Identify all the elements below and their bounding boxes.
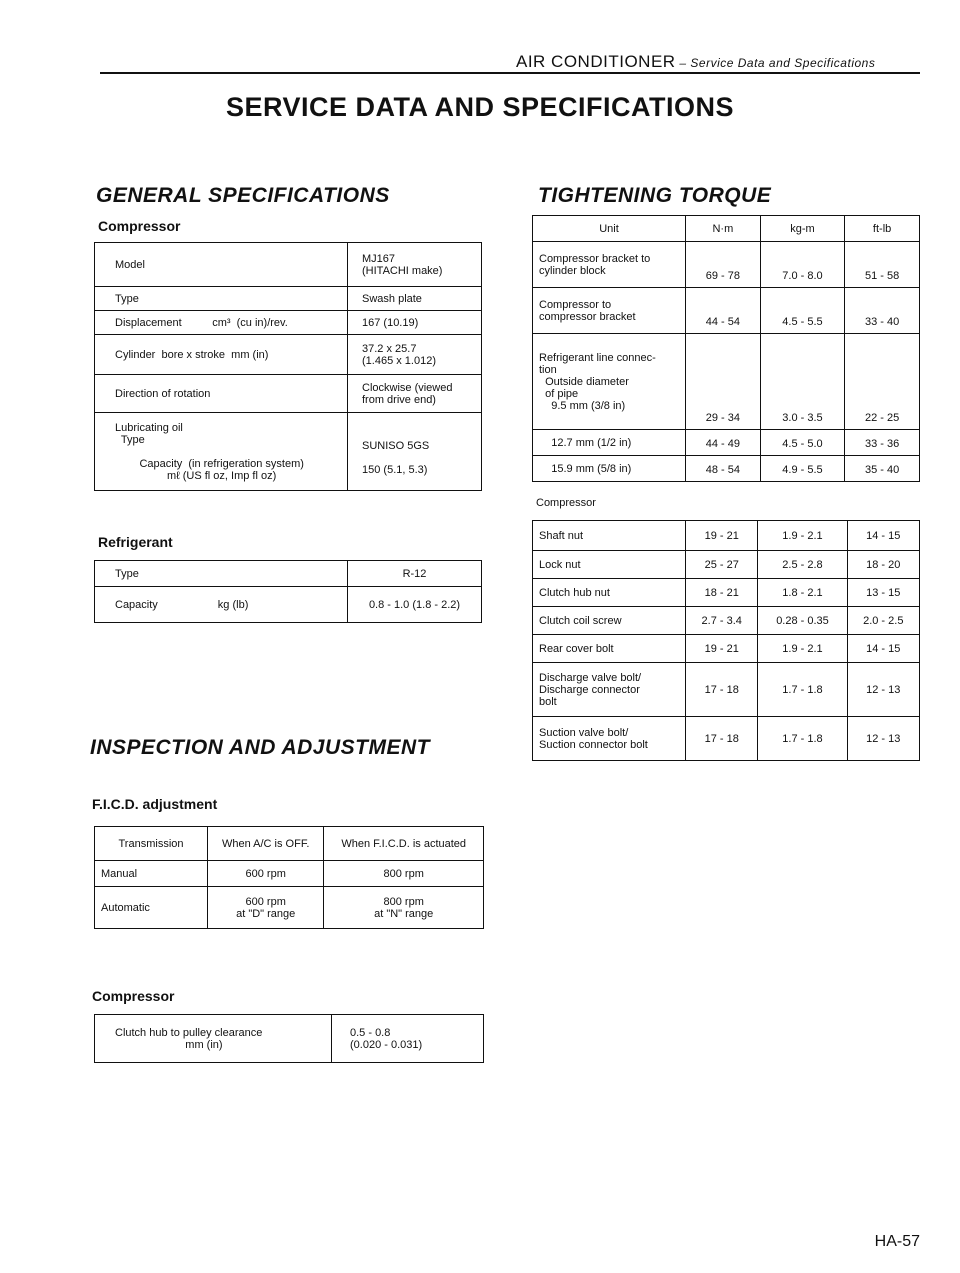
torque-header: ft-lb xyxy=(845,216,920,242)
torque-cell: 44 - 49 xyxy=(686,430,761,456)
torque-header: N·m xyxy=(686,216,761,242)
ficd-cell: 600 rpm xyxy=(208,861,324,887)
spec-label: Displacement cm³ (cu in)/rev. xyxy=(95,311,348,335)
clearance-value: 0.5 - 0.8 (0.020 - 0.031) xyxy=(332,1015,484,1063)
torque-cell: 44 - 54 xyxy=(686,288,761,334)
ficd-header: When F.I.C.D. is actuated xyxy=(324,827,484,861)
ficd-heading: F.I.C.D. adjustment xyxy=(92,796,218,812)
torque-cell: 35 - 40 xyxy=(845,456,920,482)
spec-row xyxy=(95,243,482,287)
torque-cell: 51 - 58 xyxy=(845,242,920,288)
clearance-table xyxy=(94,1014,484,1063)
ficd-cell: 800 rpm xyxy=(324,861,484,887)
compressor-torque-cell: Lock nut xyxy=(533,551,686,579)
compressor-torque-cell: 1.8 - 2.1 xyxy=(758,579,847,607)
ficd-row xyxy=(95,861,484,887)
compressor-torque-cell: Clutch coil screw xyxy=(533,607,686,635)
compressor-torque-cell: 19 - 21 xyxy=(686,521,758,551)
spec-label: Direction of rotation xyxy=(95,375,348,413)
torque-cell: 29 - 34 xyxy=(686,334,761,430)
header-subtitle: – Service Data and Specifications xyxy=(675,56,876,70)
ficd-cell: Manual xyxy=(95,861,208,887)
torque-cell: 33 - 36 xyxy=(845,430,920,456)
torque-compressor-label: Compressor xyxy=(536,497,596,509)
ficd-cell: 600 rpm at "D" range xyxy=(208,887,324,929)
torque-row xyxy=(533,242,920,288)
spec-label: Type xyxy=(95,287,348,311)
ficd-row xyxy=(95,887,484,929)
compressor-torque-cell: 18 - 21 xyxy=(686,579,758,607)
refrigerant-table xyxy=(94,560,482,623)
compressor-torque-cell: Shaft nut xyxy=(533,521,686,551)
refrigerant-row xyxy=(95,561,482,587)
torque-header: Unit xyxy=(533,216,686,242)
torque-cell: 4.5 - 5.5 xyxy=(760,288,844,334)
compressor-torque-row xyxy=(533,635,920,663)
compressor-torque-cell: 18 - 20 xyxy=(847,551,919,579)
torque-cell: Compressor to compressor bracket xyxy=(533,288,686,334)
spec-row xyxy=(95,311,482,335)
compressor-torque-row xyxy=(533,607,920,635)
ficd-header: Transmission xyxy=(95,827,208,861)
torque-cell: 4.9 - 5.5 xyxy=(760,456,844,482)
compressor-torque-cell: 12 - 13 xyxy=(847,717,919,761)
spec-row xyxy=(95,335,482,375)
ficd-cell: 800 rpm at "N" range xyxy=(324,887,484,929)
compressor-torque-cell: 13 - 15 xyxy=(847,579,919,607)
torque-cell: 4.5 - 5.0 xyxy=(760,430,844,456)
header-rule xyxy=(100,72,920,74)
refrigerant-unit: kg (lb) xyxy=(217,598,249,611)
spec-label: Lubricating oil Type Capacity (in refrigeration system) mℓ (US fl oz, Imp fl oz) xyxy=(95,413,348,491)
compressor-torque-cell: 1.7 - 1.8 xyxy=(758,717,847,761)
compressor-torque-row xyxy=(533,551,920,579)
torque-cell: Compressor bracket to cylinder block xyxy=(533,242,686,288)
spec-label: Model xyxy=(95,243,348,287)
compressor-torque-cell: 1.9 - 2.1 xyxy=(758,635,847,663)
refrigerant-label: Capacity xyxy=(115,598,158,611)
torque-heading: TIGHTENING TORQUE xyxy=(538,184,772,207)
page-title: SERVICE DATA AND SPECIFICATIONS xyxy=(225,92,735,122)
torque-header: kg-m xyxy=(760,216,844,242)
torque-header-row xyxy=(533,216,920,242)
spec-row xyxy=(95,287,482,311)
spec-value: SUNISO 5GS 150 (5.1, 5.3) xyxy=(348,413,482,491)
torque-table xyxy=(532,215,920,482)
torque-cell: 7.0 - 8.0 xyxy=(760,242,844,288)
compressor-torque-cell: 14 - 15 xyxy=(847,521,919,551)
torque-row xyxy=(533,288,920,334)
torque-cell: 3.0 - 3.5 xyxy=(760,334,844,430)
compressor-torque-cell: 14 - 15 xyxy=(847,635,919,663)
ficd-cell: Automatic xyxy=(95,887,208,929)
compressor-torque-cell: 12 - 13 xyxy=(847,663,919,717)
refrigerant-label-cell xyxy=(95,587,348,623)
refrigerant-value: R-12 xyxy=(348,561,482,587)
spec-label: Cylinder bore x stroke mm (in) xyxy=(95,335,348,375)
torque-cell: 48 - 54 xyxy=(686,456,761,482)
compressor-heading: Compressor xyxy=(98,218,181,234)
spec-value: MJ167 (HITACHI make) xyxy=(348,243,482,287)
spec-value: 167 (10.19) xyxy=(348,311,482,335)
page-number: HA-57 xyxy=(874,1233,920,1250)
torque-cell: 69 - 78 xyxy=(686,242,761,288)
spec-value: 37.2 x 25.7 (1.465 x 1.012) xyxy=(348,335,482,375)
spec-row xyxy=(95,413,482,491)
refrigerant-heading: Refrigerant xyxy=(98,534,173,550)
torque-cell: 22 - 25 xyxy=(845,334,920,430)
torque-cell: 33 - 40 xyxy=(845,288,920,334)
compressor-torque-table xyxy=(532,520,920,761)
running-header xyxy=(516,52,875,72)
clearance-label: Clutch hub to pulley clearance mm (in) xyxy=(95,1015,332,1063)
compressor-torque-cell: 2.7 - 3.4 xyxy=(686,607,758,635)
general-specs-heading: GENERAL SPECIFICATIONS xyxy=(96,184,390,207)
spec-value: Clockwise (viewed from drive end) xyxy=(348,375,482,413)
torque-row xyxy=(533,334,920,430)
compressor-torque-cell: 17 - 18 xyxy=(686,663,758,717)
ficd-header-row xyxy=(95,827,484,861)
inspection-compressor-heading: Compressor xyxy=(92,988,175,1004)
compressor-torque-cell: Rear cover bolt xyxy=(533,635,686,663)
torque-cell: 15.9 mm (5/8 in) xyxy=(533,456,686,482)
compressor-spec-table xyxy=(94,242,482,491)
ficd-header: When A/C is OFF. xyxy=(208,827,324,861)
torque-row xyxy=(533,456,920,482)
compressor-torque-cell: 2.5 - 2.8 xyxy=(758,551,847,579)
refrigerant-value: 0.8 - 1.0 (1.8 - 2.2) xyxy=(348,587,482,623)
compressor-torque-cell: 17 - 18 xyxy=(686,717,758,761)
compressor-torque-cell: 19 - 21 xyxy=(686,635,758,663)
compressor-torque-cell: 25 - 27 xyxy=(686,551,758,579)
compressor-torque-cell: 2.0 - 2.5 xyxy=(847,607,919,635)
inspection-heading: INSPECTION AND ADJUSTMENT xyxy=(90,736,430,759)
compressor-torque-cell: 0.28 - 0.35 xyxy=(758,607,847,635)
spec-value: Swash plate xyxy=(348,287,482,311)
ficd-table xyxy=(94,826,484,929)
header-section-title: AIR CONDITIONER xyxy=(516,52,676,71)
compressor-torque-row xyxy=(533,717,920,761)
spec-row xyxy=(95,375,482,413)
refrigerant-row xyxy=(95,587,482,623)
torque-cell: Refrigerant line connec- tion Outside diameter of pipe 9.5 mm (3/8 in) xyxy=(533,334,686,430)
compressor-torque-cell: Discharge valve bolt/ Discharge connector bolt xyxy=(533,663,686,717)
compressor-torque-row xyxy=(533,521,920,551)
compressor-torque-row xyxy=(533,579,920,607)
torque-cell: 12.7 mm (1/2 in) xyxy=(533,430,686,456)
compressor-torque-cell: 1.9 - 2.1 xyxy=(758,521,847,551)
refrigerant-label-cell xyxy=(95,561,348,587)
refrigerant-label: Type xyxy=(115,567,139,580)
compressor-torque-cell: Suction valve bolt/ Suction connector bolt xyxy=(533,717,686,761)
compressor-torque-cell: 1.7 - 1.8 xyxy=(758,663,847,717)
compressor-torque-row xyxy=(533,663,920,717)
torque-row xyxy=(533,430,920,456)
compressor-torque-cell: Clutch hub nut xyxy=(533,579,686,607)
